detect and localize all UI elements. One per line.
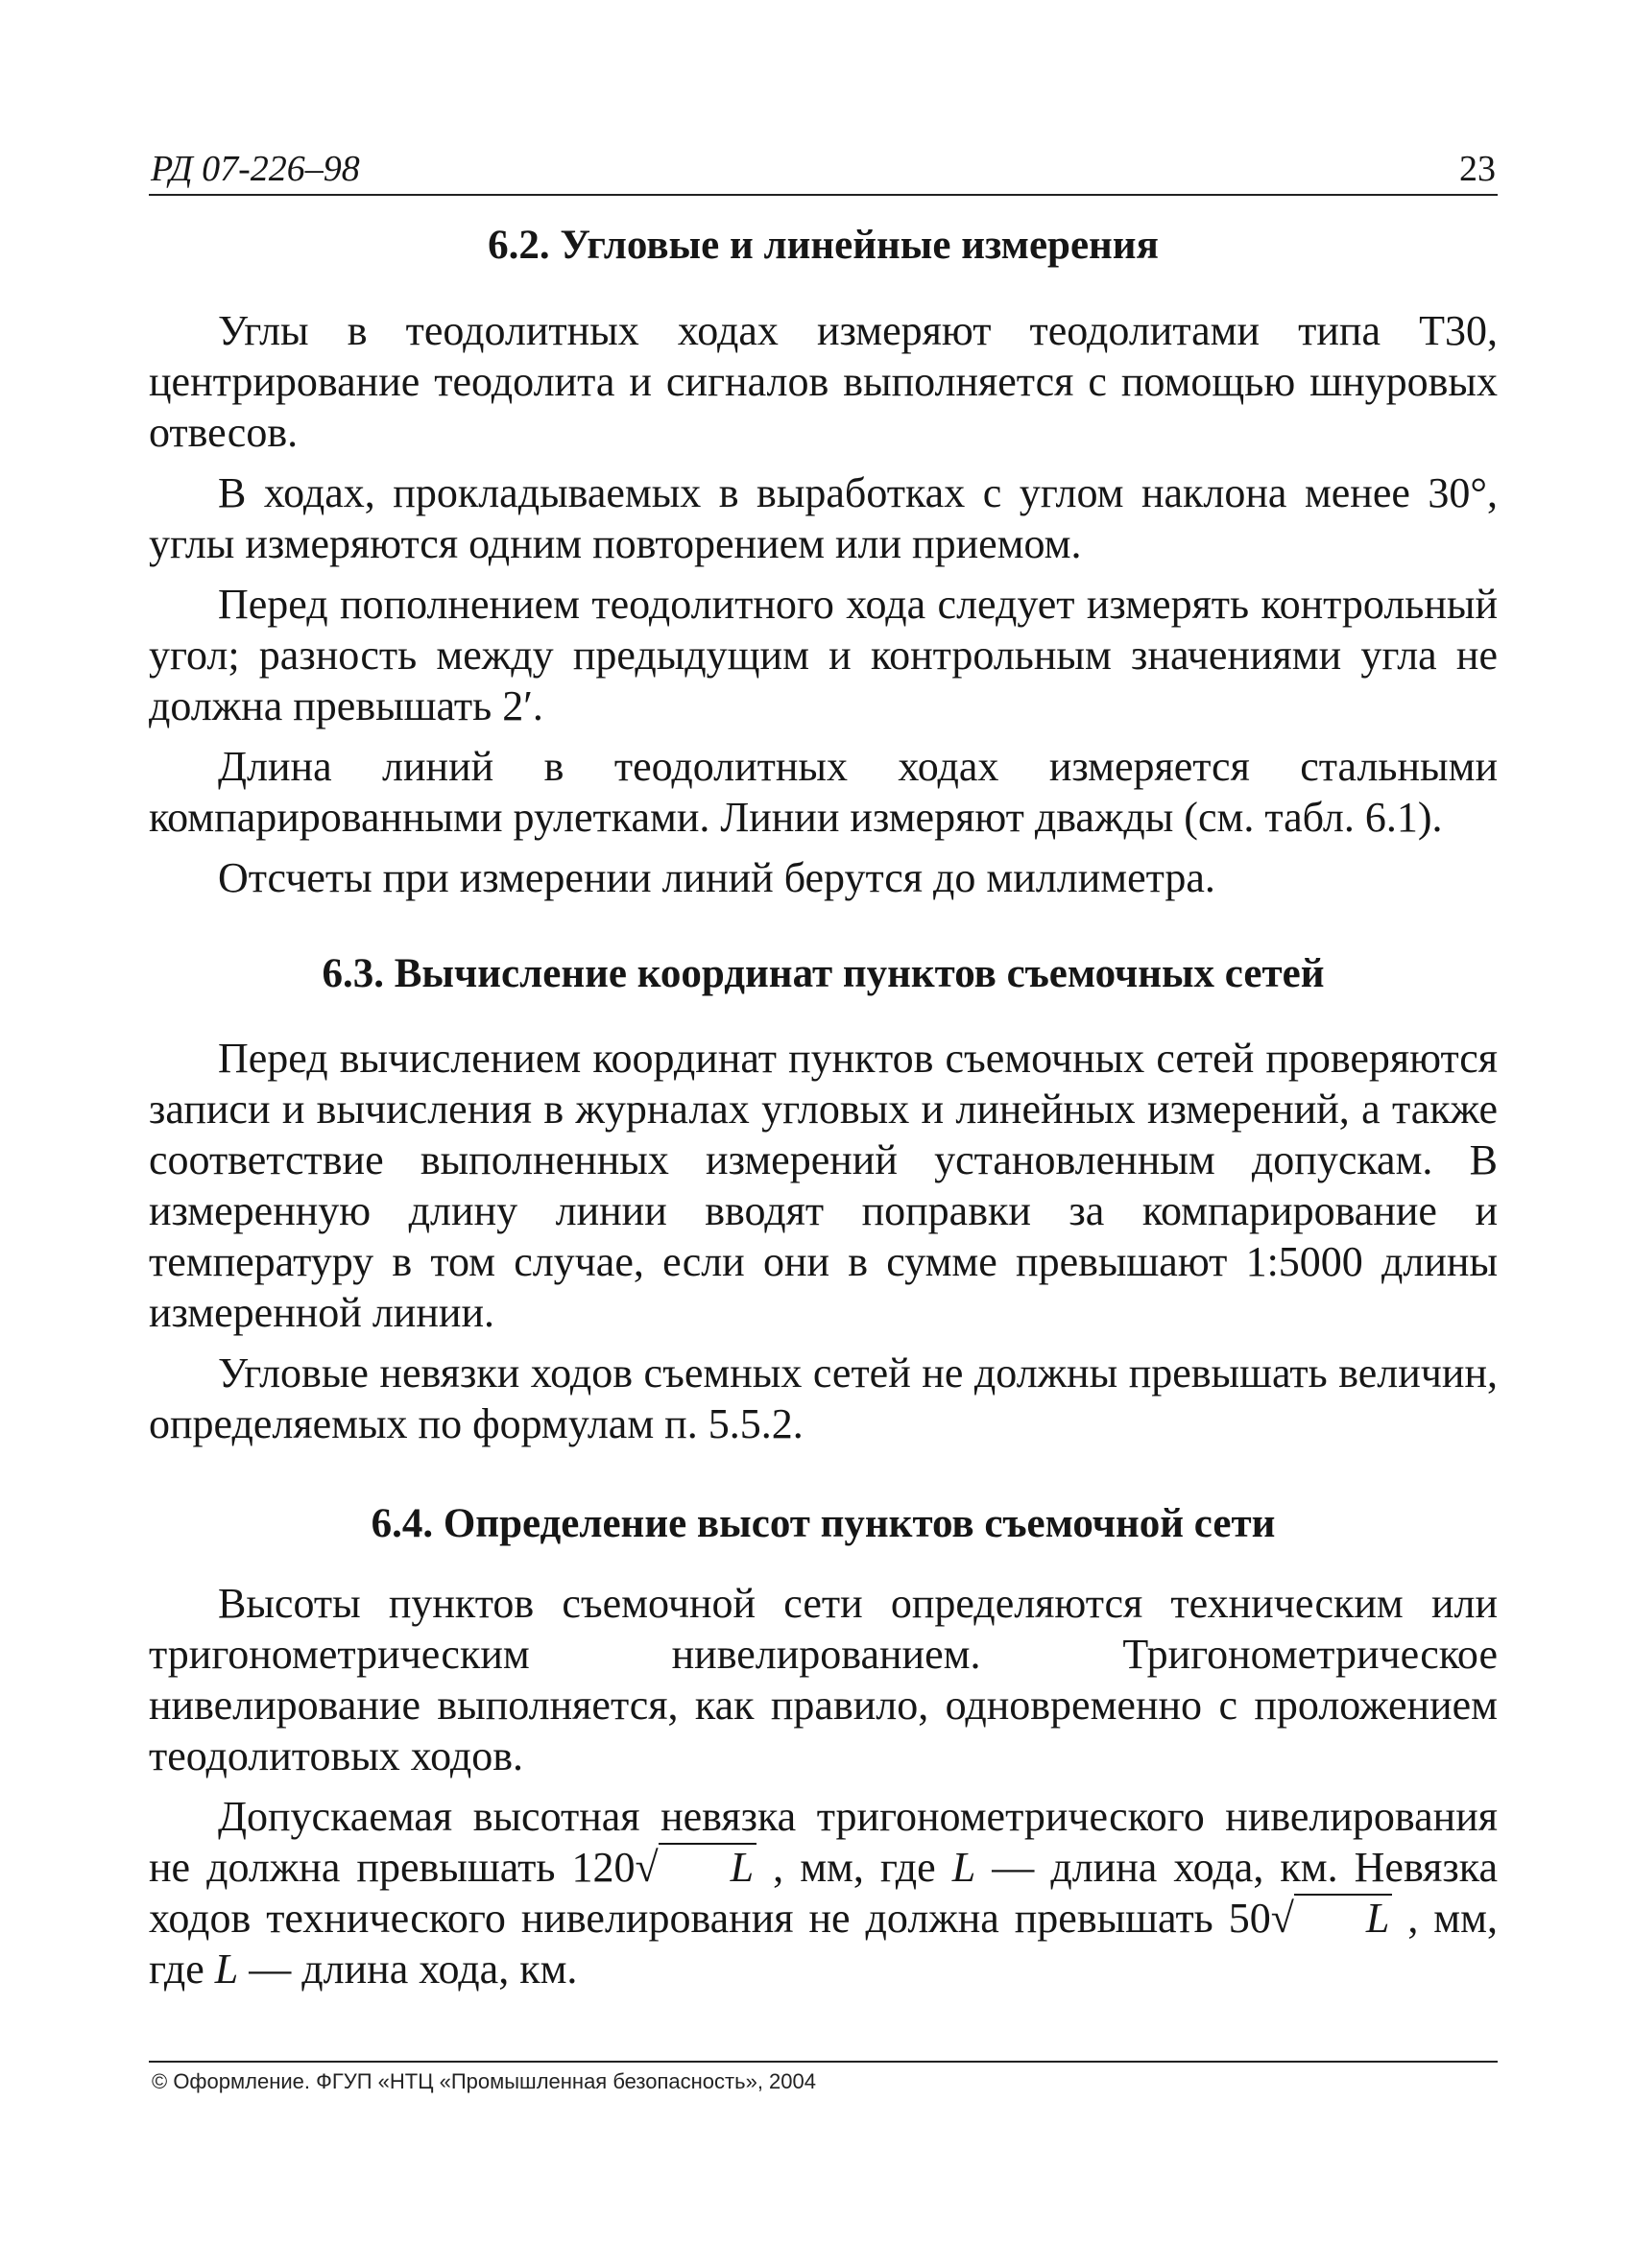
- variable: L: [1365, 1894, 1390, 1942]
- paragraph: Углы в теодолитных ходах измеряют теодолитами типа Т30, центрирование теодолита и сигналов выполняется с помощью шнуровых отвесов.: [149, 306, 1498, 456]
- formula-variable: [215, 1946, 238, 1993]
- running-header: [149, 144, 1498, 196]
- text-run: , мм, где: [149, 1894, 1498, 1993]
- paragraph: В ходах, прокладываемых в выработках с углом наклона менее 30°, углы измеряются одним повторением или приемом.: [149, 468, 1498, 567]
- section-title: 6.2. Угловые и линейные измерения: [488, 223, 1159, 268]
- text-run: Допускаемая высотная невязка тригонометрического нивелирования не должна превышать: [149, 1792, 1498, 1891]
- text-run: — длина хода, км.: [238, 1945, 578, 1993]
- formula-paragraph: [149, 1791, 1498, 1994]
- text-run: , мм, где: [756, 1843, 952, 1891]
- paragraph: Перед вычислением координат пунктов съемочных сетей проверяются записи и вычисления в журналах угловых и линейных измерений, а также соответствие выполненных измерений установленным допускам. В измеренную длину линии вводят поправки за компарирование и температуру в том случае, если они в сумме превышают 1:5000 длины измеренной линии.: [149, 1035, 1498, 1337]
- radicand: [1294, 1894, 1392, 1942]
- footer-divider: [149, 2061, 1498, 2063]
- formula-sqrt: 120√ L: [571, 1844, 756, 1891]
- paragraph: Угловые невязки ходов съемных сетей не должны превышать величин, определяемых по формулам п. 5.5.2.: [149, 1349, 1498, 1448]
- paragraph: Перед пополнением теодолитного хода следует измерять контрольный угол; разность между предыдущим и контрольным значениями угла не должна превышать 2′.: [149, 580, 1498, 729]
- copyright-note: © Оформление. ФГУП «НТЦ «Промышленная безопасность», 2004: [152, 2069, 816, 2093]
- text-run: — длина хода, км. Невязка ходов технического нивелирования не должна превышать: [149, 1843, 1498, 1942]
- radicand: [659, 1843, 756, 1891]
- variable: L: [730, 1843, 755, 1891]
- paragraph: Отсчеты при измерении линий берутся до миллиметра.: [218, 853, 1215, 901]
- formula-coefficient: 50: [1228, 1894, 1271, 1942]
- formula-variable: [952, 1844, 975, 1891]
- paragraph: Длина линий в теодолитных ходах измеряется стальными компарированными рулетками. Линии измеряют дважды (см. табл. 6.1).: [149, 742, 1498, 841]
- page-number: 23: [1459, 149, 1496, 189]
- section-title: 6.3. Вычисление координат пунктов съемочных сетей: [322, 950, 1325, 996]
- document-page: [149, 144, 1498, 2004]
- formula-sqrt: 50√ L: [1229, 1895, 1393, 1942]
- variable: L: [214, 1945, 239, 1993]
- paragraph: Высоты пунктов съемочной сети определяются техническим или тригонометрическим нивелированием. Тригонометрическое нивелирование выполняется, как правило, одновременно с проложением теодолитовых ходов.: [149, 1579, 1498, 1779]
- document-code: РД 07-226–98: [151, 149, 360, 189]
- variable: L: [951, 1843, 976, 1891]
- section-title: 6.4. Определение высот пунктов съемочной сети: [371, 1501, 1276, 1547]
- formula-coefficient: 120: [571, 1843, 636, 1891]
